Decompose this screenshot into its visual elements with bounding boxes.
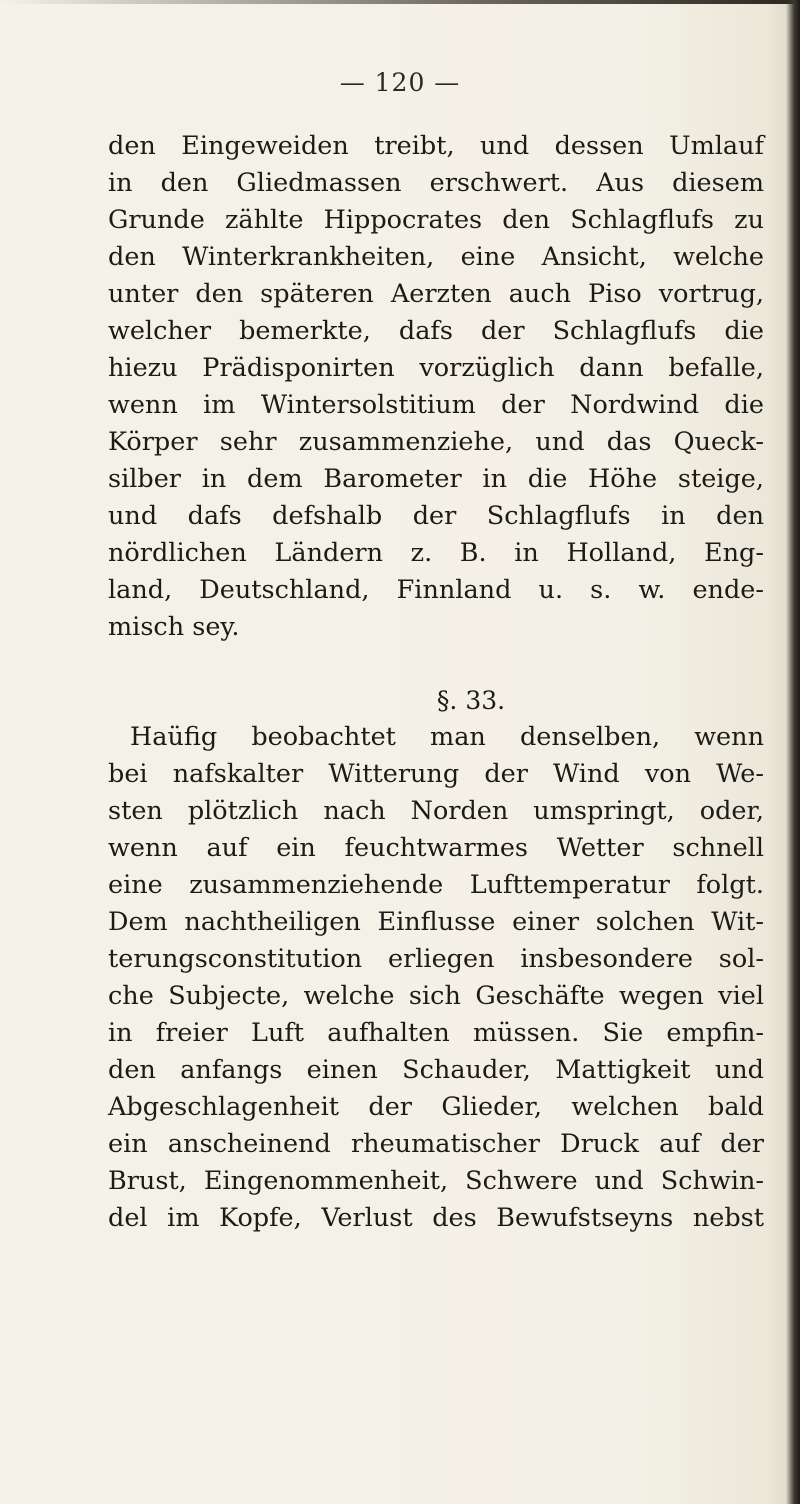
text-line: hiezu Prädisponirten vorzüglich dann befalle, [108, 353, 764, 383]
text-line: terungsconstitution erliegen insbesondere sol- [108, 944, 764, 974]
paragraph-1 [108, 128, 764, 646]
text-body [108, 128, 764, 1237]
text-line: bei nafskalter Witterung der Wind von We- [108, 759, 764, 789]
text-line: sten plötzlich nach Norden umspringt, oder, [108, 796, 764, 826]
text-line: eine zusammenziehende Lufttemperatur folgt. [108, 870, 764, 900]
page-top-edge [0, 0, 800, 4]
text-line: ein anscheinend rheumatischer Druck auf der [108, 1129, 764, 1159]
text-line: in freier Luft aufhalten müssen. Sie empfin- [108, 1018, 764, 1048]
text-line: silber in dem Barometer in die Höhe steige, [108, 464, 764, 494]
text-line: welcher bemerkte, dafs der Schlagflufs die [108, 316, 764, 346]
text-line: unter den späteren Aerzten auch Piso vortrug, [108, 279, 764, 309]
text-line: Körper sehr zusammenziehe, und das Queck- [108, 427, 764, 457]
text-line: del im Kopfe, Verlust des Bewufstseyns nebst [108, 1203, 764, 1233]
text-line: den Eingeweiden treibt, und dessen Umlauf [108, 131, 764, 161]
text-line: nördlichen Ländern z. B. in Holland, Eng- [108, 538, 764, 568]
text-line: land, Deutschland, Finnland u. s. w. ende- [108, 575, 764, 605]
text-line: wenn im Wintersolstitium der Nordwind die [108, 390, 764, 420]
page-right-edge [786, 0, 800, 1504]
text-line: und dafs defshalb der Schlagflufs in den [108, 501, 764, 531]
section-heading: §. 33. [436, 686, 506, 715]
text-line: misch sey. [108, 612, 240, 642]
text-line: wenn auf ein feuchtwarmes Wetter schnell [108, 833, 764, 863]
paragraph-2 [108, 719, 764, 1237]
text-line: Grunde zählte Hippocrates den Schlagflufs zu [108, 205, 764, 235]
text-line: Dem nachtheiligen Einflusse einer solchen Wit- [108, 907, 764, 937]
text-line: den Winterkrankheiten, eine Ansicht, welche [108, 242, 764, 272]
text-line: Haüfig beobachtet man denselben, wenn [130, 722, 764, 752]
text-line: Abgeschlagenheit der Glieder, welchen bald [108, 1092, 764, 1122]
text-line: in den Gliedmassen erschwert. Aus diesem [108, 168, 764, 198]
text-line: den anfangs einen Schauder, Mattigkeit und [108, 1055, 764, 1085]
text-line: Brust, Eingenommenheit, Schwere und Schwin- [108, 1166, 764, 1196]
text-line: che Subjecte, welche sich Geschäfte wegen viel [108, 981, 764, 1011]
page-number-header: — 120 — [339, 68, 461, 97]
